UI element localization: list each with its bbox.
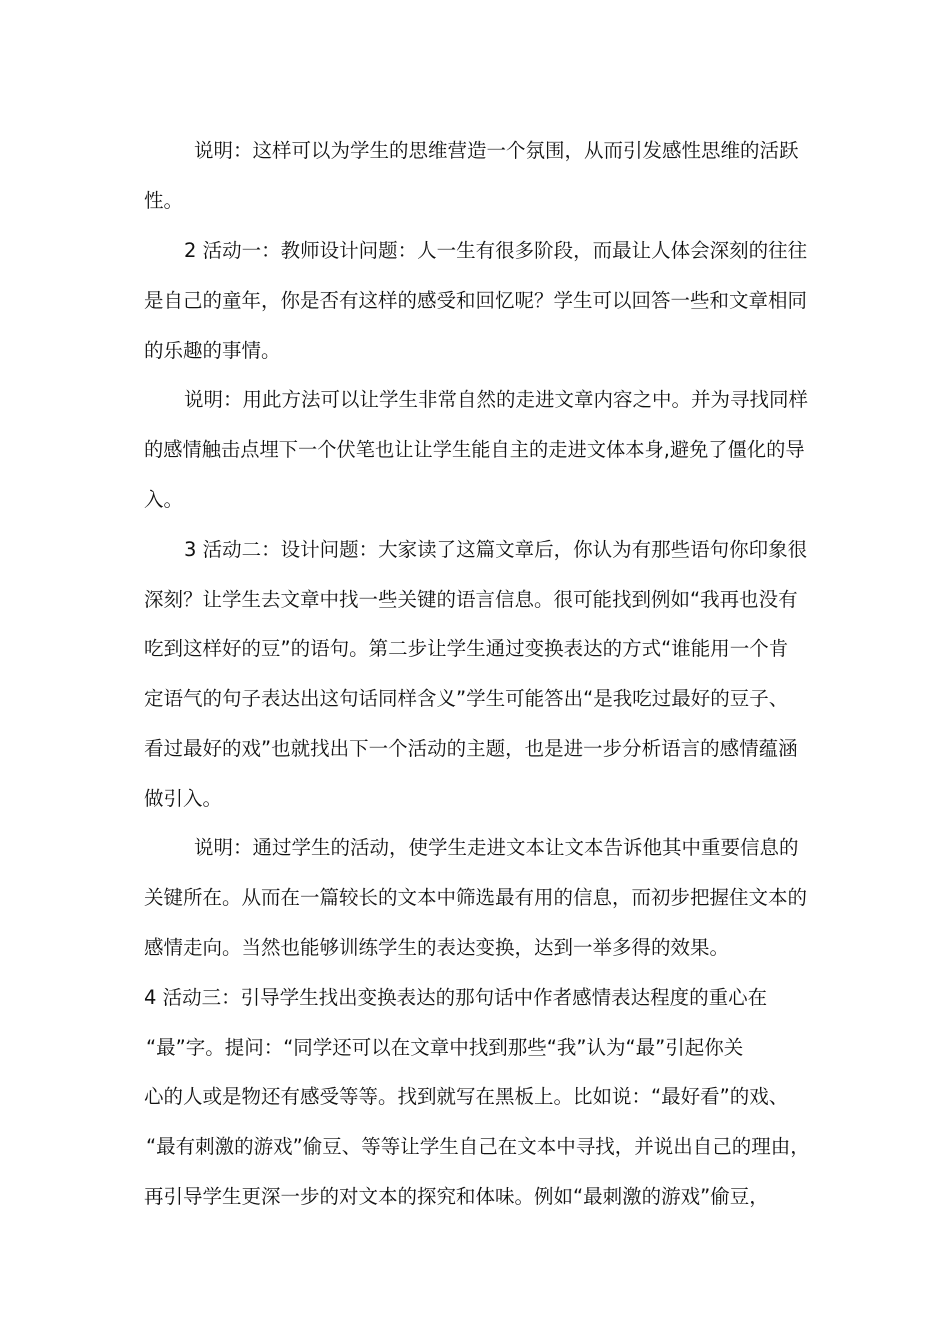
text-line: “最”字。提问：“同学还可以在文章中找到那些“我”认为“最”引起你关: [146, 1036, 744, 1059]
text-line: 心的人或是物还有感受等等。找到就写在黑板上。比如说：“最好看”的戏、: [144, 1085, 789, 1108]
text-line: 关键所在。从而在一篇较长的文本中筛选最有用的信息，而初步把握住文本的: [144, 886, 808, 909]
text-line: 2 活动一：教师设计问题：人一生有很多阶段，而最让人体会深刻的往往: [184, 239, 808, 262]
text-line: 的感情触击点埋下一个伏笔也让让学生能自主的走进文体本身,避免了僵化的导: [144, 438, 805, 461]
text-line: 看过最好的戏”也就找出下一个活动的主题，也是进一步分析语言的感情蕴涵: [144, 737, 798, 760]
text-line: 定语气的句子表达出这句话同样含义”学生可能答出“是我吃过最好的豆子、: [144, 687, 789, 710]
text-line: 说明：通过学生的活动，使学生走进文本让文本告诉他其中重要信息的: [194, 836, 799, 859]
text-line: 说明：这样可以为学生的思维营造一个氛围，从而引发感性思维的活跃: [194, 139, 799, 162]
text-line: 吃到这样好的豆”的语句。第二步让学生通过变换表达的方式“谁能用一个肯: [144, 637, 789, 660]
text-line: 是自己的童年，你是否有这样的感受和回忆呢？学生可以回答一些和文章相同: [144, 289, 808, 312]
text-line: 4 活动三：引导学生找出变换表达的那句话中作者感情表达程度的重心在: [144, 986, 768, 1009]
text-line: 的乐趣的事情。: [144, 339, 281, 362]
text-line: 说明：用此方法可以让学生非常自然的走进文章内容之中。并为寻找同样: [184, 388, 809, 411]
text-line: 性。: [144, 189, 184, 212]
text-line: 深刻？让学生去文章中找一些关键的语言信息。很可能找到例如“我再也没有: [144, 588, 798, 611]
text-line: 入。: [144, 488, 184, 511]
text-line: 做引入。: [144, 787, 223, 810]
text-line: “最有刺激的游戏”偷豆、等等让学生自己在文本中寻找，并说出自己的理由，: [146, 1135, 810, 1158]
text-line: 3 活动二：设计问题：大家读了这篇文章后，你认为有那些语句你印象很: [184, 538, 808, 561]
text-line: 再引导学生更深一步的对文本的探究和体味。例如“最刺激的游戏”偷豆，: [144, 1185, 769, 1208]
text-line: 感情走向。当然也能够训练学生的表达变换，达到一举多得的效果。: [144, 936, 730, 959]
